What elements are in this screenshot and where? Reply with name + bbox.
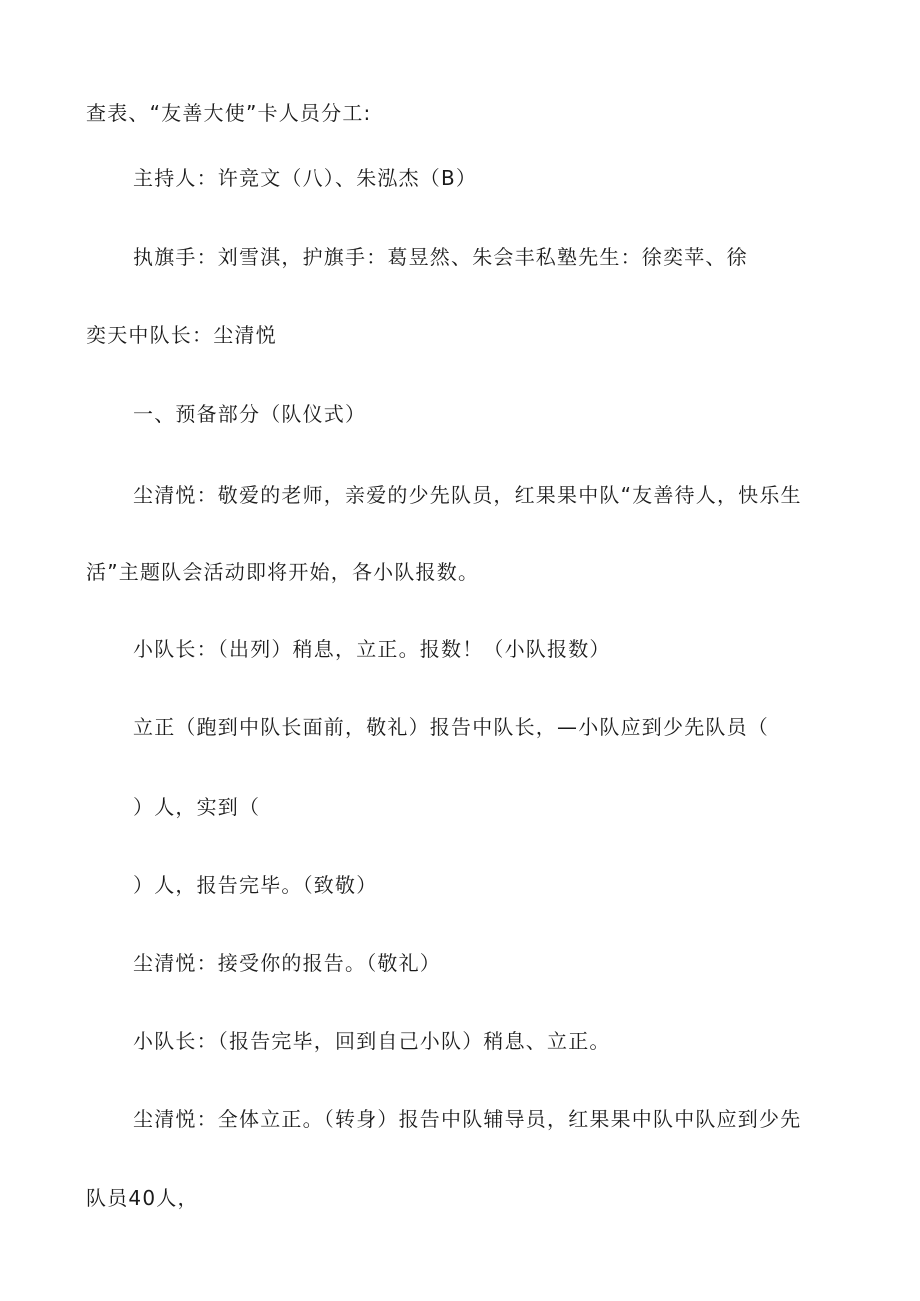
text-line: 尘清悦：接受你的报告。（敬礼） [133,951,441,975]
text-line: 小队长：（出列）稍息，立正。报数！（小队报数） [133,637,611,661]
text-line: 立正（跑到中队长面前，敬礼）报告中队长，—小队应到少先队员（ [133,715,769,739]
text-line: 奕天中队长：尘清悦 [86,323,277,347]
text-line: ）人，报告完毕。（致敬） [133,873,378,897]
text-line: 主持人：许竞文（八）、朱泓杰（B） [133,166,478,190]
text-line: 尘清悦：全体立正。（转身）报告中队辅导员，红果果中队中队应到少先 [133,1107,802,1131]
text-line: 队员40人， [86,1186,199,1210]
text-line: 小队长：（报告完毕，回到自己小队）稍息、立正。 [133,1029,611,1053]
section-heading: 一、预备部分（队仪式） [133,402,367,426]
text-line: 尘清悦：敬爱的老师，亲爱的少先队员，红果果中队“友善待人，快乐生 [133,483,802,507]
text-line: ）人，实到（ [133,795,261,819]
text-line: 查表、“友善大使”卡人员分工: [86,101,372,125]
text-line: 活”主题队会活动即将开始，各小队报数。 [86,560,480,584]
text-line: 执旗手：刘雪淇，护旗手：葛昱然、朱会丰私塾先生：徐奕苹、徐 [133,245,748,269]
